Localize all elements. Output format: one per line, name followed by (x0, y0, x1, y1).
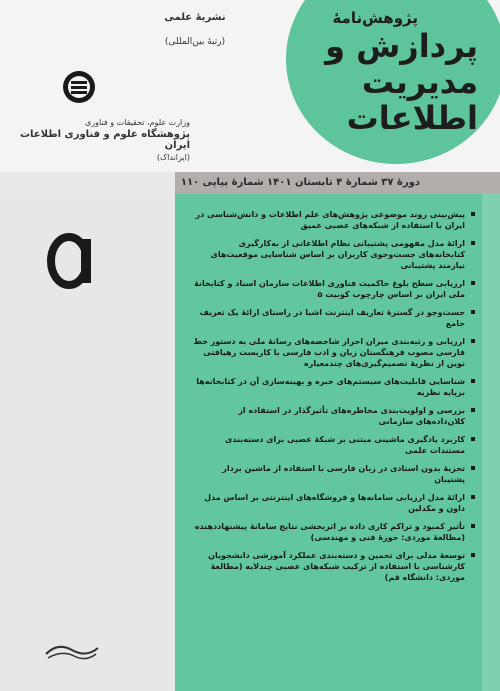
publisher-mark-icon (42, 640, 102, 662)
toc-item (190, 336, 475, 369)
toc-item (190, 463, 475, 485)
toc-item-title: ارائهٔ مدل ارزیابی سامانه‌ها و فروشگاه‌های اینترنتی بر اساس مدل داون و مکدلین (204, 493, 465, 513)
toc-item-title: تجزیهٔ بدون استادی در زبان فارسی با استفاده از ماشین بردار پشتیبان (222, 464, 465, 484)
toc-item-title: ارزیابی سطح بلوغ حاکمیت فناوری اطلاعات سازمان اسناد و کتابخانهٔ ملی ایران بر اساس چارچوب کوبیت ۵ (194, 279, 465, 299)
right-strip (482, 194, 500, 691)
toc-item (190, 550, 475, 583)
toc-item (190, 376, 475, 398)
title-line-3: اطلاعات (346, 99, 478, 137)
issue-info: دورهٔ ۳۷ شمارهٔ ۴ تابستان ۱۴۰۱ شمارهٔ پیاپی ۱۱۰ (180, 177, 420, 188)
institute-block (15, 118, 190, 162)
toc-item-title: ارزیابی و رتبه‌بندی میزان احراز شاخصه‌های رسانهٔ ملی به دستور خط فارسی مصوب فرهنگستان زبان و ادب فارسی با کاربست رهیافتی نوین از نظریهٔ تصمیم‌گیری‌های چندمعیاره (193, 337, 465, 368)
toc-item (190, 238, 475, 271)
journal-title (288, 8, 478, 136)
toc-item-title: بررسی و اولویت‌بندی مخاطره‌های تأثیرگذار در استفاده از کلان‌داده‌های سازمانی (238, 406, 465, 426)
toc-item (190, 209, 475, 231)
publisher-logo-icon (45, 233, 97, 289)
toc-item (190, 278, 475, 300)
institute-name: پژوهشگاه علوم و فناوری اطلاعات ایران (19, 129, 190, 151)
toc-item (190, 434, 475, 456)
institute-abbr: (ایرانداک) (156, 153, 190, 162)
irandoc-logo-icon (62, 70, 96, 104)
toc-item (190, 307, 475, 329)
toc-item (190, 521, 475, 543)
table-of-contents (190, 209, 475, 590)
toc-item-title: شناسایی قابلیت‌های سیستم‌های خبره و بهینه‌سازی آن در کتابخانه‌ها برپایه نظریه (196, 377, 465, 397)
title-line-1: پردازش و (325, 27, 478, 65)
issue-bar (175, 172, 500, 194)
toc-item-title: ارائهٔ مدل مفهومی پشتیبانی نظام اطلاعاتی از به‌کارگیری کتابخانه‌های جست‌وجوی کاربران بر اساس شناسایی موقعیت‌های نیازمند پشتیبانی (210, 239, 465, 270)
toc-item-title: جست‌وجو در گسترهٔ تعاریف اینترنت اشیا در راستای ارائهٔ یک تعریف جامع (199, 308, 465, 328)
cover-header (0, 0, 500, 172)
toc-item-title: توسعهٔ مدلی برای تخمین و دسته‌بندی عملکرد آموزشی دانشجویان کارشناسی با استفاده از ترکیب شبکه‌های عصبی چندلایه (مطالعهٔ موردی: دانشگاه قم) (208, 551, 465, 582)
title-line-2: مدیریت (361, 63, 478, 101)
toc-item-title: تأثیر کمبود و تراکم کاری داده بر اثربخشی نتایج سامانهٔ پیشنهاددهنده (مطالعهٔ موردی: حوزهٔ فنی و مهندسی) (194, 522, 465, 542)
toc-item (190, 405, 475, 427)
toc-item-title: پیش‌بینی روند موضوعی پژوهش‌های علم اطلاعات و دانش‌شناسی در ایران با استفاده از شبکه‌های عصبی عمیق (195, 210, 465, 230)
left-strip-top (0, 172, 175, 194)
ministry-name: وزارت علوم، تحقیقات و فناوری (85, 118, 190, 127)
magazine-label: پژوهش‌نامهٔ (332, 9, 418, 27)
journal-rank (155, 12, 235, 47)
toc-item-title: کاربرد یادگیری ماشینی مبتنی بر شبکهٔ عصبی برای دسته‌بندی مستندات علمی (225, 435, 465, 455)
scientific-label: نشریهٔ علمی (164, 12, 226, 23)
international-rank: (رتبهٔ بین‌المللی) (164, 37, 226, 47)
toc-item (190, 492, 475, 514)
